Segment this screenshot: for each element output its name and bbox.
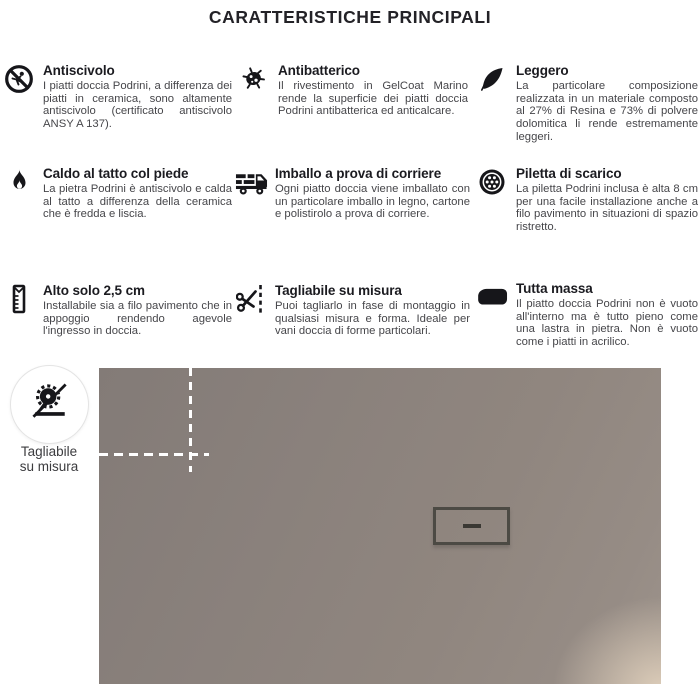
drain-icon [475,166,509,234]
feature-text: La piletta Podrini inclusa è alta 8 cm per una facile installazione anche a filo pavimento in situazioni di spazio ristretto. [516,183,698,234]
feature-imballo [234,166,470,221]
cut-to-size-badge-label: Tagliabile su misura [19,444,79,474]
feature-piletta [475,166,698,234]
ruler-icon [2,283,36,338]
feature-antibatterico [237,63,468,118]
feature-text: Il rivestimento in GelCoat Marino rende la superficie dei piatti doccia Podrini antibatterica ed anticalcare. [278,80,468,118]
bacteria-icon [237,63,271,118]
feature-title: Caldo al tatto col piede [43,166,189,181]
feather-icon [475,63,509,144]
delivery-truck-icon [234,166,268,221]
feature-title: Alto solo 2,5 cm [43,283,145,298]
feature-text: Puoi tagliarlo in fase di montaggio in qualsiasi misura e forma. Ideale per vani doccia di forme particolari. [275,300,470,338]
no-slip-icon [2,63,36,131]
feature-tutta-massa [475,281,698,349]
feature-text: Installabile sia a filo pavimento che in appoggio rendendo agevole l'ingresso in doccia. [43,300,232,338]
feature-text: I piatti doccia Podrini, a differenza dei piatti in ceramica, sono altamente antiscivolo (certificato antiscivolo ANSY A 137). [43,80,232,131]
feature-caldo-al-tatto [2,166,232,221]
scissors-icon [234,283,268,338]
feature-title: Leggero [516,63,569,78]
feature-text: Ogni piatto doccia viene imballato con un particolare imballo in legno, cartone e polistirolo a prova di corriere. [275,183,470,221]
feature-antiscivolo [2,63,232,131]
feature-title: Antibatterico [278,63,360,78]
circular-saw-icon [27,379,73,430]
feature-text: La pietra Podrini è antiscivolo e calda al tatto a differenza della ceramica che è fredda e liscia. [43,183,232,221]
drain-cover-slot [463,524,481,528]
feature-tagliabile [234,283,470,338]
cut-mark-horizontal [99,453,209,456]
feature-title: Tagliabile su misura [275,283,402,298]
feature-title: Antiscivolo [43,63,115,78]
feature-title: Piletta di scarico [516,166,622,181]
feature-title: Tutta massa [516,281,593,296]
feature-leggero [475,63,698,144]
cut-mark-vertical [189,368,192,472]
solid-slab-icon [475,281,509,349]
drain-cover [433,507,510,545]
cut-to-size-badge [10,365,89,444]
feature-title: Imballo a prova di corriere [275,166,442,181]
flame-icon [2,166,36,221]
feature-text: La particolare composizione realizzata in un materiale composto al 27% di Resina e 73% di polvere dolomitica li rende estremamente leggeri. [516,80,698,143]
feature-alto-2-5-cm [2,283,232,338]
shower-tray-photo [99,368,661,684]
feature-text: Il piatto doccia Podrini non è vuoto all'interno ma è tutto pieno come una lastra in pietra. Non è vuoto come i piatti in acrilico. [516,298,698,349]
page-title: CARATTERISTICHE PRINCIPALI [208,7,492,27]
